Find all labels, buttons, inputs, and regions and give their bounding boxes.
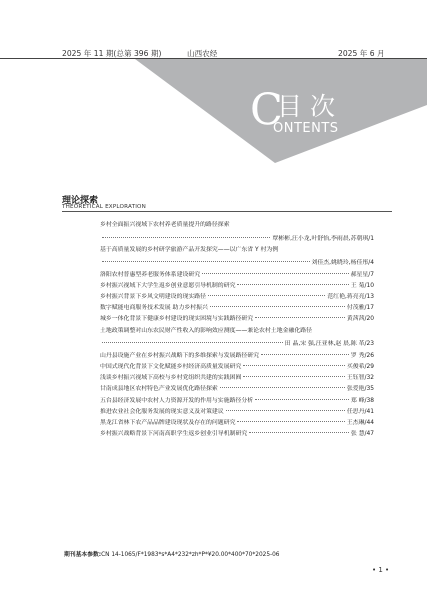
leader-dots — [243, 365, 344, 366]
toc-entry[interactable] — [100, 294, 374, 302]
section-rule — [62, 211, 392, 212]
toc-entry-authors-page: 田 晶,宋 强,汪亚林,赵 晨,陈 革/23 — [284, 341, 374, 348]
toc-entry-title: 基于高质量发展的乡村研学旅游产品开发探究——以广东省 Y 村为例 — [100, 246, 279, 253]
journal-params — [64, 549, 279, 558]
toc-entry[interactable] — [100, 222, 374, 243]
journal-params-label: 期刊基本参数: — [64, 552, 102, 558]
toc-entry-authors-page: 罗 秀/26 — [350, 352, 374, 359]
banner-en-title: ONTENTS — [273, 121, 339, 136]
toc-entry-title: 浅谈乡村振兴视域下高校与乡村党组织共建的实践困囿 — [100, 375, 242, 382]
leader-dots — [208, 295, 325, 296]
leader-dots — [261, 354, 349, 355]
toc-entry-title: 推进农业社会化服务发展的现实意义及对策建议 — [100, 408, 224, 415]
toc-entry[interactable] — [100, 353, 374, 361]
leader-dots — [102, 342, 283, 343]
toc-entry-authors-page: 张 慧/47 — [350, 431, 374, 438]
toc-entry-title: 乡村全面振兴视域下农村养老质量提升的路径探索 — [100, 222, 230, 228]
toc-entry-authors-page: 覃彬彬,汪小龙,叶舒怡,李雨晨,苏朝琪/1 — [272, 235, 374, 242]
toc-entry[interactable] — [100, 305, 374, 313]
toc-entry-title: 五台县经济发展中农村人力资源开发的作用与实施路径分析 — [100, 397, 254, 404]
toc-entry-title: 乡村振兴背景下乡风文明建设的现实路径 — [100, 293, 207, 300]
toc-entry-title: 洛阳农村普惠型养老服务体系建设研究 — [100, 271, 201, 278]
toc-entry-title: 乡村振兴视域下大学生返乡创业意愿引导机制的研究 — [100, 282, 236, 289]
leader-dots — [255, 317, 345, 318]
toc-entry-authors-page: 黄茜茜/20 — [346, 316, 374, 323]
leader-dots — [243, 376, 344, 377]
toc-entry-authors-page: 郝星星/7 — [350, 271, 374, 278]
section-subtitle: THEORETICAL EXPLORATION — [62, 204, 147, 210]
toc-list — [100, 222, 374, 442]
toc-entry-authors-page: 付茂雅/17 — [346, 305, 374, 312]
toc-entry-authors-page: 张爱艳/35 — [346, 386, 374, 393]
leader-dots — [249, 432, 349, 433]
toc-entry[interactable] — [100, 420, 374, 428]
header-journal: 山西农经 — [187, 49, 218, 58]
toc-entry-authors-page: 王杰琳/44 — [346, 420, 374, 426]
page-number: • 1 • — [372, 566, 390, 574]
toc-entry-title: 数字赋能电商服务技术发展 助力乡村振兴 — [100, 305, 208, 312]
leader-dots — [220, 387, 345, 388]
toc-entry-authors-page: 王钰智/32 — [346, 375, 374, 382]
contents-banner — [0, 0, 427, 200]
toc-entry[interactable] — [100, 316, 374, 324]
toc-entry-authors-page: 任思丹/41 — [346, 408, 374, 415]
toc-entry[interactable] — [100, 409, 374, 417]
leader-dots — [102, 237, 270, 238]
toc-entry[interactable] — [100, 398, 374, 406]
header-rule — [0, 58, 427, 59]
leader-dots — [237, 284, 348, 285]
toc-entry[interactable] — [100, 375, 374, 383]
section-title: 理论探索 — [62, 196, 99, 206]
toc-entry-title: 中国式现代化背景下文化赋能乡村经济高质量发展研究 — [100, 364, 242, 371]
toc-entry-title: 山丹县设施产业在乡村振兴战略下的多维探索与发展路径研究 — [100, 352, 260, 359]
leader-dots — [237, 421, 344, 422]
leader-dots — [255, 399, 349, 400]
toc-entry[interactable] — [100, 283, 374, 291]
toc-entry[interactable] — [100, 247, 374, 268]
toc-entry[interactable] — [100, 431, 374, 439]
toc-entry-title: 甘南成县地区农村特色产业发展优化路径探索 — [100, 386, 218, 393]
banner-letter-c: C — [250, 85, 283, 135]
toc-entry[interactable] — [100, 386, 374, 394]
toc-entry[interactable] — [100, 272, 374, 280]
toc-entry-authors-page: 刘佳杰,姚晓玲,杨佳彤/4 — [311, 260, 374, 267]
leader-dots — [210, 306, 345, 307]
header-issue: 2025 年 11 期(总第 396 期) — [62, 49, 162, 58]
leader-dots — [202, 273, 348, 274]
toc-entry-title: 乡村振兴战略背景下河南高职学生返乡创业引导机制研究 — [100, 431, 248, 438]
toc-entry-authors-page: 王 菊/10 — [350, 282, 374, 289]
toc-entry-authors-page: 买俊希/29 — [346, 364, 374, 371]
toc-entry[interactable] — [100, 328, 374, 349]
journal-params-value: CN 14-1065/F*1983*s*A4*232*zh*P*¥20.00*400*70*2025-06 — [101, 552, 280, 558]
leader-dots — [102, 261, 310, 262]
toc-entry-title: 黑龙江省林下农产品品牌建设现状及存在的问题研究 — [100, 420, 236, 426]
toc-entry-title: 土地政策调整对山东农民财产性收入的影响效应测度——兼论农村土地金融化路径 — [100, 327, 313, 334]
toc-entry-authors-page: 范红艳,蒋亮亮/13 — [327, 293, 374, 300]
toc-entry-authors-page: 郑 峰/38 — [350, 397, 374, 404]
header-date: 2025 年 6 月 — [338, 49, 385, 58]
banner-cn-title: 目 次 — [277, 92, 335, 121]
leader-dots — [226, 410, 345, 411]
toc-entry-title: 城乡一体化背景下健康乡村建设的现实困境与实践路径研究 — [100, 316, 254, 323]
toc-entry[interactable] — [100, 364, 374, 372]
